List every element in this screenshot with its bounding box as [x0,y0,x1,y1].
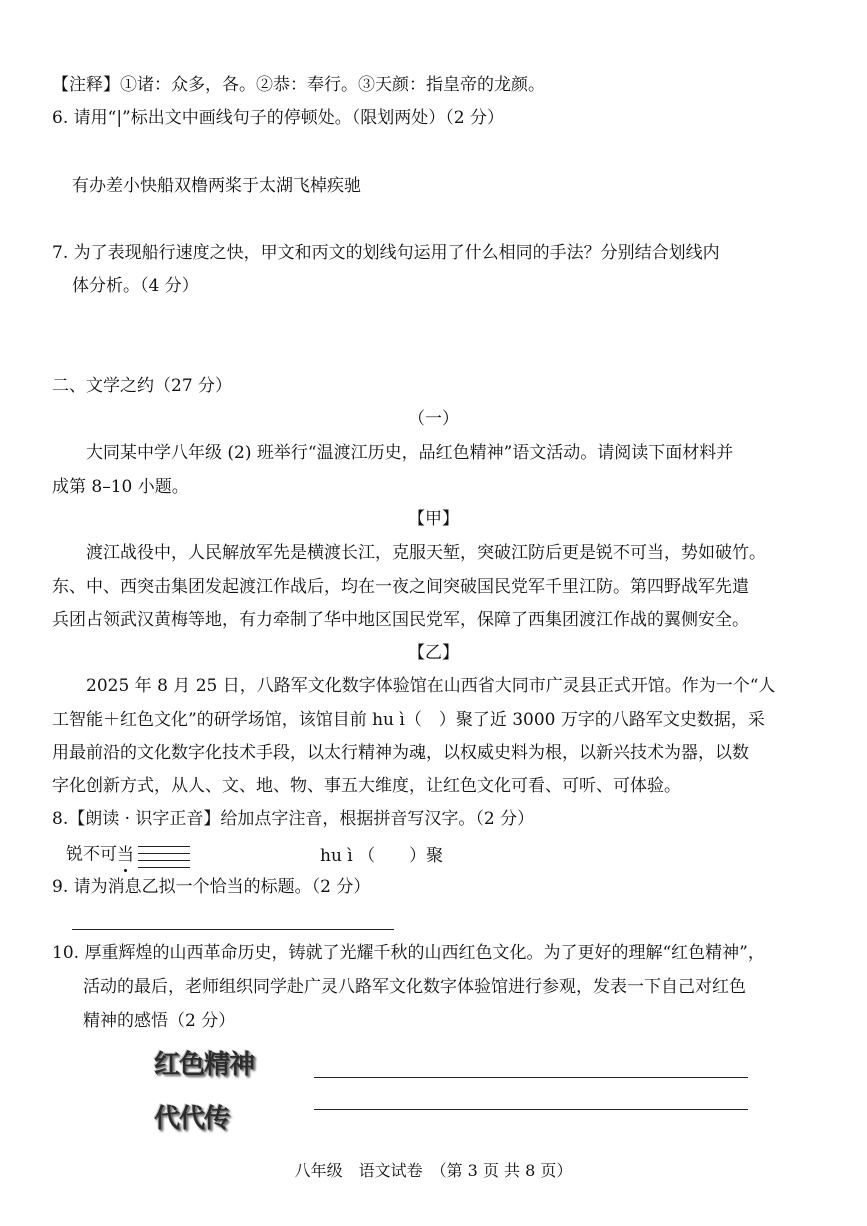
material-jia-line3: 兵团占领武汉黄梅等地，有力牵制了华中地区国民党军，保障了西集团渡江作战的翼侧安全。 [52,610,749,630]
question-9: 9. 请为消息乙拟一个恰当的标题。（2 分） [52,877,371,897]
question-10-answer-line1[interactable] [314,1077,748,1078]
question-8-word [66,843,190,867]
material-yi-line2: 工智能＋红色文化”的研学场馆，该馆目前 hu ì（ ）聚了近 3000 万字的八路军文史数据，采 [52,710,765,730]
question-9-answer-line[interactable] [72,929,394,930]
dotted-char: 当 [117,844,134,865]
material-yi-line3: 用最前沿的文化数字化技术手段，以太行精神为魂，以权威史料为根，以新兴技术为器，以数 [52,743,749,763]
intro-line2: 成第 8–10 小题。 [52,477,189,497]
char-answer-blank[interactable]: （ ） [358,846,427,866]
question-8: 8.【朗读 · 识字正音】给加点字注音，根据拼音写汉字。（2 分） [52,809,535,829]
annotation-note: 【注释】①诸：众多，各。②恭：奉行。③天颜：指皇帝的龙颜。 [52,75,545,95]
intro-line1: 大同某中学八年级 (2) 班举行“温渡江历史，品红色精神”语文活动。请阅读下面材料并 [86,443,734,463]
section-2-title: 二、文学之约（27 分） [52,376,233,396]
question-10-line2: 活动的最后，老师组织同学赴广灵八路军文化数字体验馆进行参观，发表一下自己对红色 [83,977,746,997]
material-jia-line1: 渡江战役中，人民解放军先是横渡长江，克服天堑，突破江防后更是锐不可当，势如破竹。 [86,543,766,563]
subsection-1-title: （一） [408,409,459,429]
question-7-line2: 体分析。（4 分） [72,276,199,296]
question-10-line1: 10. 厚重辉煌的山西革命历史，铸就了光耀千秋的山西红色文化。为了更好的理解“红色精神”， [52,943,765,963]
question-7-line1: 7. 为了表现船行速度之快，甲文和丙文的划线句运用了什么相同的手法？分别结合划线内 [52,243,720,263]
question-10-answer-line2[interactable] [314,1109,748,1110]
material-yi-label: 【乙】 [408,643,459,663]
pinyin-answer-blank[interactable] [138,843,190,867]
question-8-pinyin [320,845,443,867]
question-10-line3: 精神的感悟（2 分） [83,1011,236,1031]
material-jia-line2: 东、中、西突击集团发起渡江作战后，均在一夜之间突破国民党军千里江防。第四野战军先遣 [52,577,749,597]
material-yi-line1: 2025 年 8 月 25 日，八路军文化数字体验馆在山西省大同市广灵县正式开馆。作为一个“人 [86,676,776,696]
word-prefix: 锐不可 [66,844,117,865]
material-jia-label: 【甲】 [408,509,459,529]
art-text-pass-on: 代代传 [154,1104,230,1134]
material-yi-line4: 字化创新方式，从人、文、地、物、事五大维度，让红色文化可看、可听、可体验。 [52,776,681,796]
page-footer: 八年级 语文试卷 （第 3 页 共 8 页） [294,1161,573,1180]
char-after: 聚 [426,846,444,866]
question-6: 6. 请用“|”标出文中画线句子的停顿处。（限划两处）（2 分） [52,108,504,128]
art-text-red-spirit: 红色精神 [154,1050,255,1080]
question-6-sentence: 有办差小快船双橹两桨于太湖飞棹疾驰 [72,176,361,196]
pinyin-text: hu ì [320,846,353,866]
